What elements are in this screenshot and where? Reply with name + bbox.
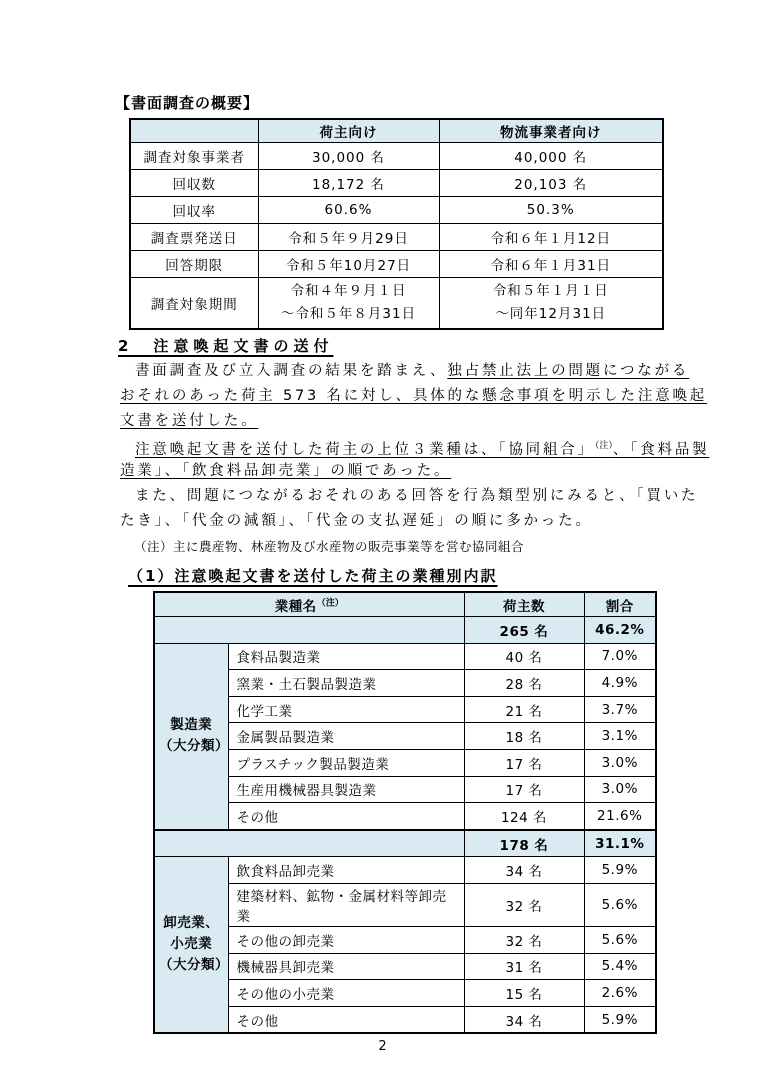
subtotal-label-cell — [154, 830, 464, 857]
corner-cell — [130, 119, 258, 143]
cell-value: 令和５年９月29日 — [258, 224, 439, 251]
col-header-count: 荷主数 — [464, 592, 584, 617]
breakdown-header-row — [154, 592, 656, 617]
paragraph-line: 文書を送付した。 — [120, 413, 259, 429]
cell-value: 20,103 名 — [439, 170, 663, 197]
paragraph-line: おそれのあった荷主 573 名に対し、具体的な懸念事項を明示した注意喚起 — [120, 388, 708, 404]
section-2-body — [120, 359, 710, 557]
paragraph-line: たき」、「代金の減額」、「代金の支払遅延」の順に多かった。 — [120, 513, 593, 529]
industry-row: 生産用機械器具製造業 17 名 3.0% — [154, 776, 656, 803]
row-label: 回収率 — [130, 197, 258, 224]
breakdown-heading: （1）注意喚起文書を送付した荷主の業種別内訳 — [128, 567, 498, 585]
subtotal-count: 178 名 — [464, 830, 584, 857]
breakdown-table — [153, 591, 657, 1034]
cell-value: 18,172 名 — [258, 170, 439, 197]
overview-title: 【書面調査の概要】 — [115, 94, 260, 112]
note-line: （注）主に農産物、林産物及び水産物の販売事業等を営む協同組合 — [134, 539, 525, 554]
industry-row: 製造業 （大分類） 食料品製造業 40 名 7.0% — [154, 643, 656, 670]
subtotal-label-cell — [154, 617, 464, 644]
cell-value: 50.3% — [439, 197, 663, 224]
subtotal-share: 31.1% — [584, 830, 656, 857]
subtotal-row-wholesale — [154, 830, 656, 857]
cell-value: 令和４年９月１日 ～令和５年８月31日 — [258, 278, 439, 330]
subtotal-count: 265 名 — [464, 617, 584, 644]
row-label: 回収数 — [130, 170, 258, 197]
cell-value: 令和５年10月27日 — [258, 251, 439, 278]
category-cell-wholesale-retail: 卸売業、 小売業 （大分類） — [154, 857, 228, 1033]
table-row — [130, 251, 663, 278]
industry-row: 金属製品製造業 18 名 3.1% — [154, 723, 656, 750]
subtotal-share: 46.2% — [584, 617, 656, 644]
industry-row: 機械器具卸売業 31 名 5.4% — [154, 953, 656, 980]
table-header-row — [130, 119, 663, 143]
cell-value: 令和５年１月１日 ～同年12月31日 — [439, 278, 663, 330]
industry-row: その他 34 名 5.9% — [154, 1006, 656, 1033]
paragraph-line: 書面調査及び立入調査の結果を踏まえ、独占禁止法上の問題につながる — [135, 363, 690, 379]
row-label: 調査対象事業者 — [130, 143, 258, 170]
table-row — [130, 170, 663, 197]
table-row — [130, 224, 663, 251]
col-header-shipper: 荷主向け — [258, 119, 439, 143]
col-header-logistics: 物流事業者向け — [439, 119, 663, 143]
industry-row: その他の卸売業 32 名 5.6% — [154, 926, 656, 953]
col-header-industry: 業種名$^{(注)}$ — [154, 592, 464, 617]
table-row — [130, 143, 663, 170]
row-label: 調査票発送日 — [130, 224, 258, 251]
industry-row: 建築材料、鉱物・金属材料等卸売業 32 名 5.6% — [154, 883, 656, 926]
industry-row: その他の小売業 15 名 2.6% — [154, 980, 656, 1007]
row-label: 調査対象期間 — [130, 278, 258, 330]
cell-value: 30,000 名 — [258, 143, 439, 170]
note-reference: （注） — [316, 598, 344, 608]
category-cell-manufacturing: 製造業 （大分類） — [154, 643, 228, 830]
paragraph-line: 注意喚起文書を送付した荷主の上位３業種は、「協同組合」$^{(注)}$、「食料品製 — [135, 441, 710, 458]
period-row — [130, 278, 663, 330]
survey-overview-table — [129, 118, 664, 330]
col-header-share: 割合 — [584, 592, 656, 617]
section-2-heading: 2 注意喚起文書の送付 — [118, 337, 334, 355]
industry-row: 卸売業、 小売業 （大分類） 飲食料品卸売業 34 名 5.9% — [154, 857, 656, 884]
industry-row: 窯業・土石製品製造業 28 名 4.9% — [154, 670, 656, 697]
row-label: 回答期限 — [130, 251, 258, 278]
table-row — [130, 197, 663, 224]
cell-value: 40,000 名 — [439, 143, 663, 170]
page-number: 2 — [378, 1039, 387, 1054]
paragraph-line: 造業」、「飲食料品卸売業」の順であった。 — [120, 463, 452, 479]
cell-value: 60.6% — [258, 197, 439, 224]
industry-row: その他 124 名 21.6% — [154, 803, 656, 830]
paragraph-line: また、問題につながるおそれのある回答を行為類型別にみると、「買いた — [135, 488, 699, 504]
note-reference: （注） — [594, 441, 613, 451]
cell-value: 令和６年１月12日 — [439, 224, 663, 251]
industry-row: 化学工業 21 名 3.7% — [154, 696, 656, 723]
subtotal-row-manufacturing — [154, 617, 656, 644]
industry-row: プラスチック製品製造業 17 名 3.0% — [154, 749, 656, 776]
cell-value: 令和６年１月31日 — [439, 251, 663, 278]
